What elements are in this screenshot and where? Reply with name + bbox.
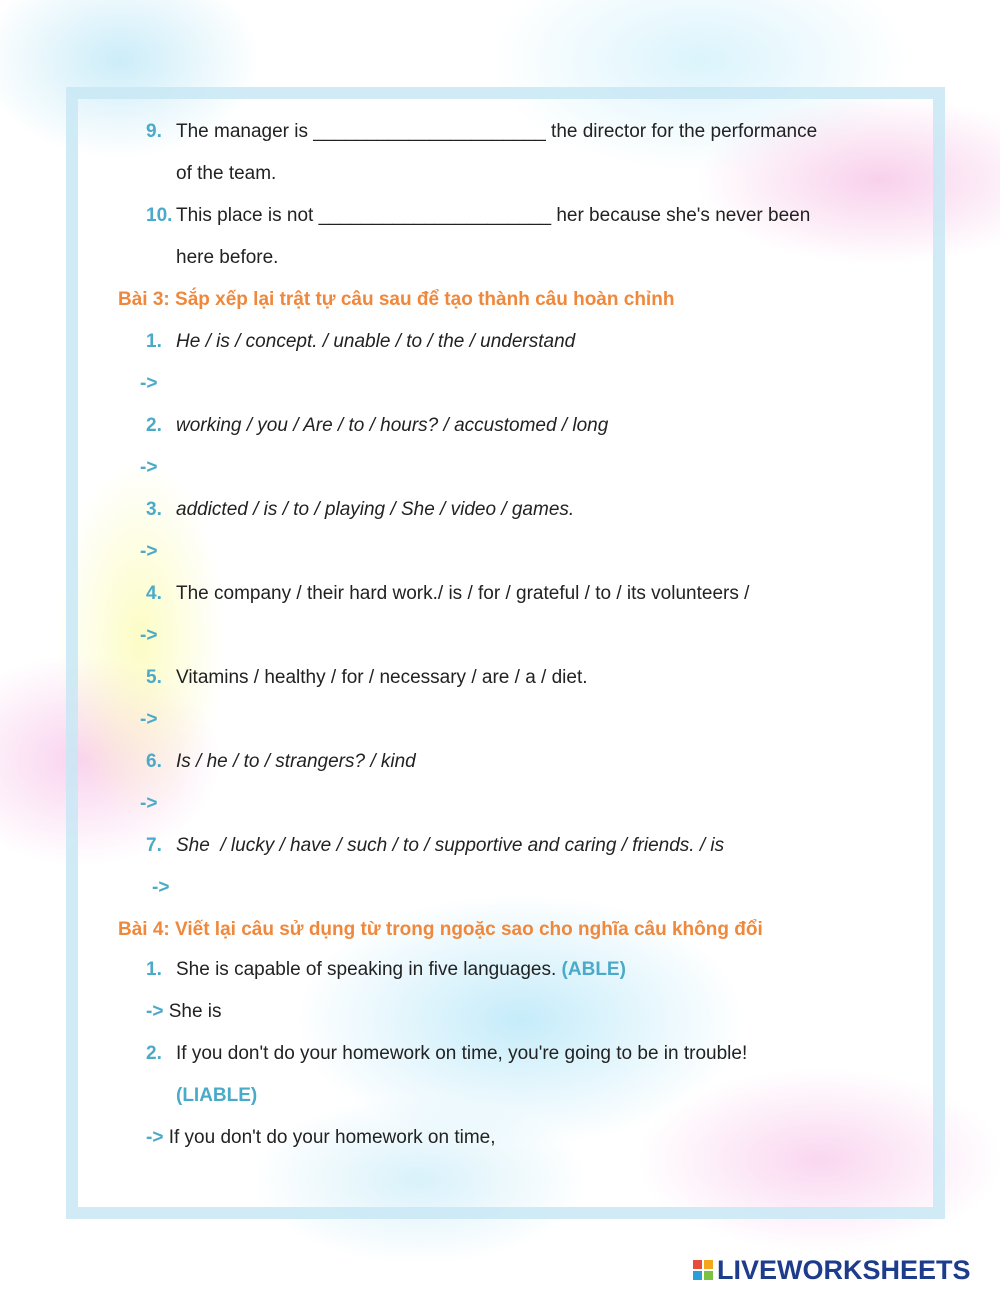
answer-arrow: -> [140, 625, 158, 646]
logo-square-green [704, 1271, 713, 1280]
liveworksheets-logo[interactable] [693, 1255, 971, 1285]
keyword-able: (ABLE) [561, 959, 626, 980]
bai4-answer-2: -> If you don't do your homework on time, [146, 1127, 496, 1148]
logo-square-blue [693, 1271, 702, 1280]
keyword-liable: (LIABLE) [176, 1085, 258, 1106]
logo-square-orange [704, 1260, 713, 1269]
bai4-answer-1: -> She is [146, 1001, 222, 1022]
bai3-item-6: 6. Is / he / to / strangers? / kind [146, 751, 416, 772]
section-heading-bai-3: Bài 3: Sắp xếp lại trật tự câu sau để tạo thành câu hoàn chỉnh [118, 289, 675, 310]
answer-arrow: -> [140, 709, 158, 730]
bai3-item-1: 1. He / is / concept. / unable / to / the / understand [146, 331, 576, 352]
question-10: 10. This place is not ______________________ her because she's never been [146, 205, 811, 226]
answer-arrow: -> [140, 793, 158, 814]
answer-arrow: -> [152, 877, 170, 898]
bai3-item-7: 7. She / lucky / have / such / to / supportive and caring / friends. / is [146, 835, 725, 856]
bai3-item-5: 5. Vitamins / healthy / for / necessary / are / a / diet. [146, 667, 588, 688]
answer-arrow: -> [140, 457, 158, 478]
bai4-item-1: 1. She is capable of speaking in five languages. (ABLE) [146, 959, 626, 980]
question-10-continued: here before. [176, 247, 279, 268]
answer-arrow: -> [140, 541, 158, 562]
bai3-item-3: 3. addicted / is / to / playing / She / video / games. [146, 499, 575, 520]
question-9-continued: of the team. [176, 163, 277, 184]
bai4-item-2: 2. If you don't do your homework on time, you're going to be in trouble! [146, 1043, 748, 1064]
bai3-item-4: 4. The company / their hard work./ is / for / grateful / to / its volunteers / [146, 583, 750, 604]
bai3-item-2: 2. working / you / Are / to / hours? / accustomed / long [146, 415, 609, 436]
question-9: 9. The manager is ______________________ the director for the performance [146, 121, 818, 142]
logo-text: LIVEWORKSHEETS [717, 1254, 971, 1285]
logo-square-red [693, 1260, 702, 1269]
answer-arrow: -> [140, 373, 158, 394]
logo-icon [693, 1260, 713, 1280]
section-heading-bai-4: Bài 4: Viết lại câu sử dụng từ trong ngoặc sao cho nghĩa câu không đổi [118, 919, 763, 940]
